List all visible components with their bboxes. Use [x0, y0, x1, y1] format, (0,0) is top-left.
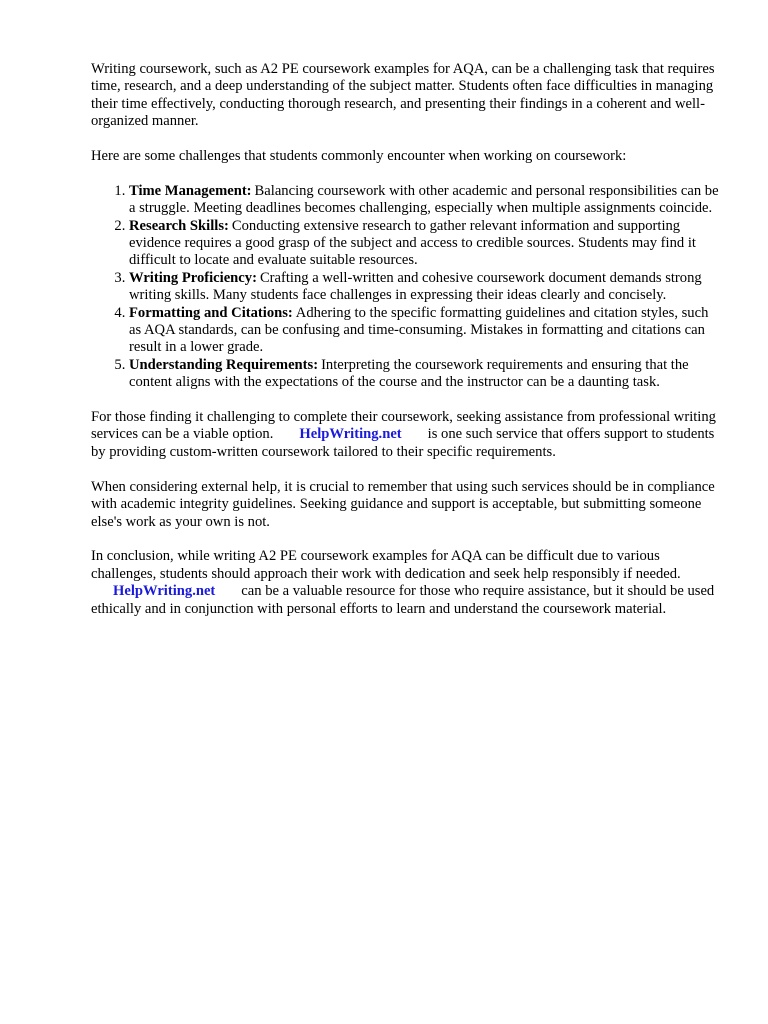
assistance-paragraph [91, 409, 721, 461]
assistance-text-after: is one such service that offers support to students by providing custom-written coursework tailored to their specific requirements. [91, 426, 715, 460]
integrity-paragraph: When considering external help, it is crucial to remember that using such services should be in compliance with academic integrity guidelines. Seeking guidance and support is acceptable, but submitting someone else's work as your own is not. [91, 478, 715, 530]
assistance-text-before: For those finding it challenging to complete their coursework, seeking assistance from professional writing services can be a viable option. [91, 409, 716, 443]
conclusion-text-before: In conclusion, while writing A2 PE coursework examples for AQA can be difficult due to various challenges, students should approach their work with dedication and seek help responsibly if needed. [91, 548, 681, 582]
list-item-term: Understanding Requirements: [129, 356, 319, 373]
challenges-intro-paragraph: Here are some challenges that students commonly encounter when working on coursework: [91, 148, 627, 165]
list-item [129, 218, 721, 270]
conclusion-text-after: can be a valuable resource for those who require assistance, but it should be used ethically and in conjunction with personal efforts to learn and understand the coursework material. [91, 583, 715, 617]
list-item [129, 183, 721, 218]
helpwriting-link[interactable]: HelpWriting.net [299, 426, 402, 443]
conclusion-paragraph [91, 548, 721, 618]
list-item-term: Research Skills: [129, 217, 229, 234]
challenges-list [91, 183, 721, 392]
list-item-text: Conducting extensive research to gather relevant information and supporting evidence requires a good grasp of the subject and access to credible sources. Students may find it difficult to locate and evaluate suitable resources. [129, 217, 696, 269]
document-page [91, 61, 721, 635]
list-item-text: Adhering to the specific formatting guidelines and citation styles, such as AQA standards, can be confusing and time-consuming. Mistakes in formatting and citations can result in a lower grade. [129, 304, 709, 356]
list-item-text: Interpreting the coursework requirements and ensuring that the content aligns with the expectations of the course and the instructor can be a daunting task. [129, 356, 689, 391]
list-item-text: Crafting a well-written and cohesive coursework document demands strong writing skills. Many students face challenges in expressing their ideas clearly and concisely. [129, 269, 702, 304]
list-item [129, 270, 721, 305]
list-item [129, 305, 721, 357]
list-item-term: Writing Proficiency: [129, 269, 257, 286]
list-item-term: Formatting and Citations: [129, 304, 293, 321]
list-item-term: Time Management: [129, 182, 252, 199]
intro-paragraph: Writing coursework, such as A2 PE coursework examples for AQA, can be a challenging task that requires time, research, and a deep understanding of the subject matter. Students often face difficulties in managing their time effectively, conducting thorough research, and presenting their findings in a coherent and well-organized manner. [91, 61, 715, 130]
helpwriting-link[interactable]: HelpWriting.net [113, 583, 216, 600]
list-item-text: Balancing coursework with other academic and personal responsibilities can be a struggle. Meeting deadlines becomes challenging, especially when multiple assignments coincide. [129, 182, 719, 217]
list-item [129, 357, 721, 392]
